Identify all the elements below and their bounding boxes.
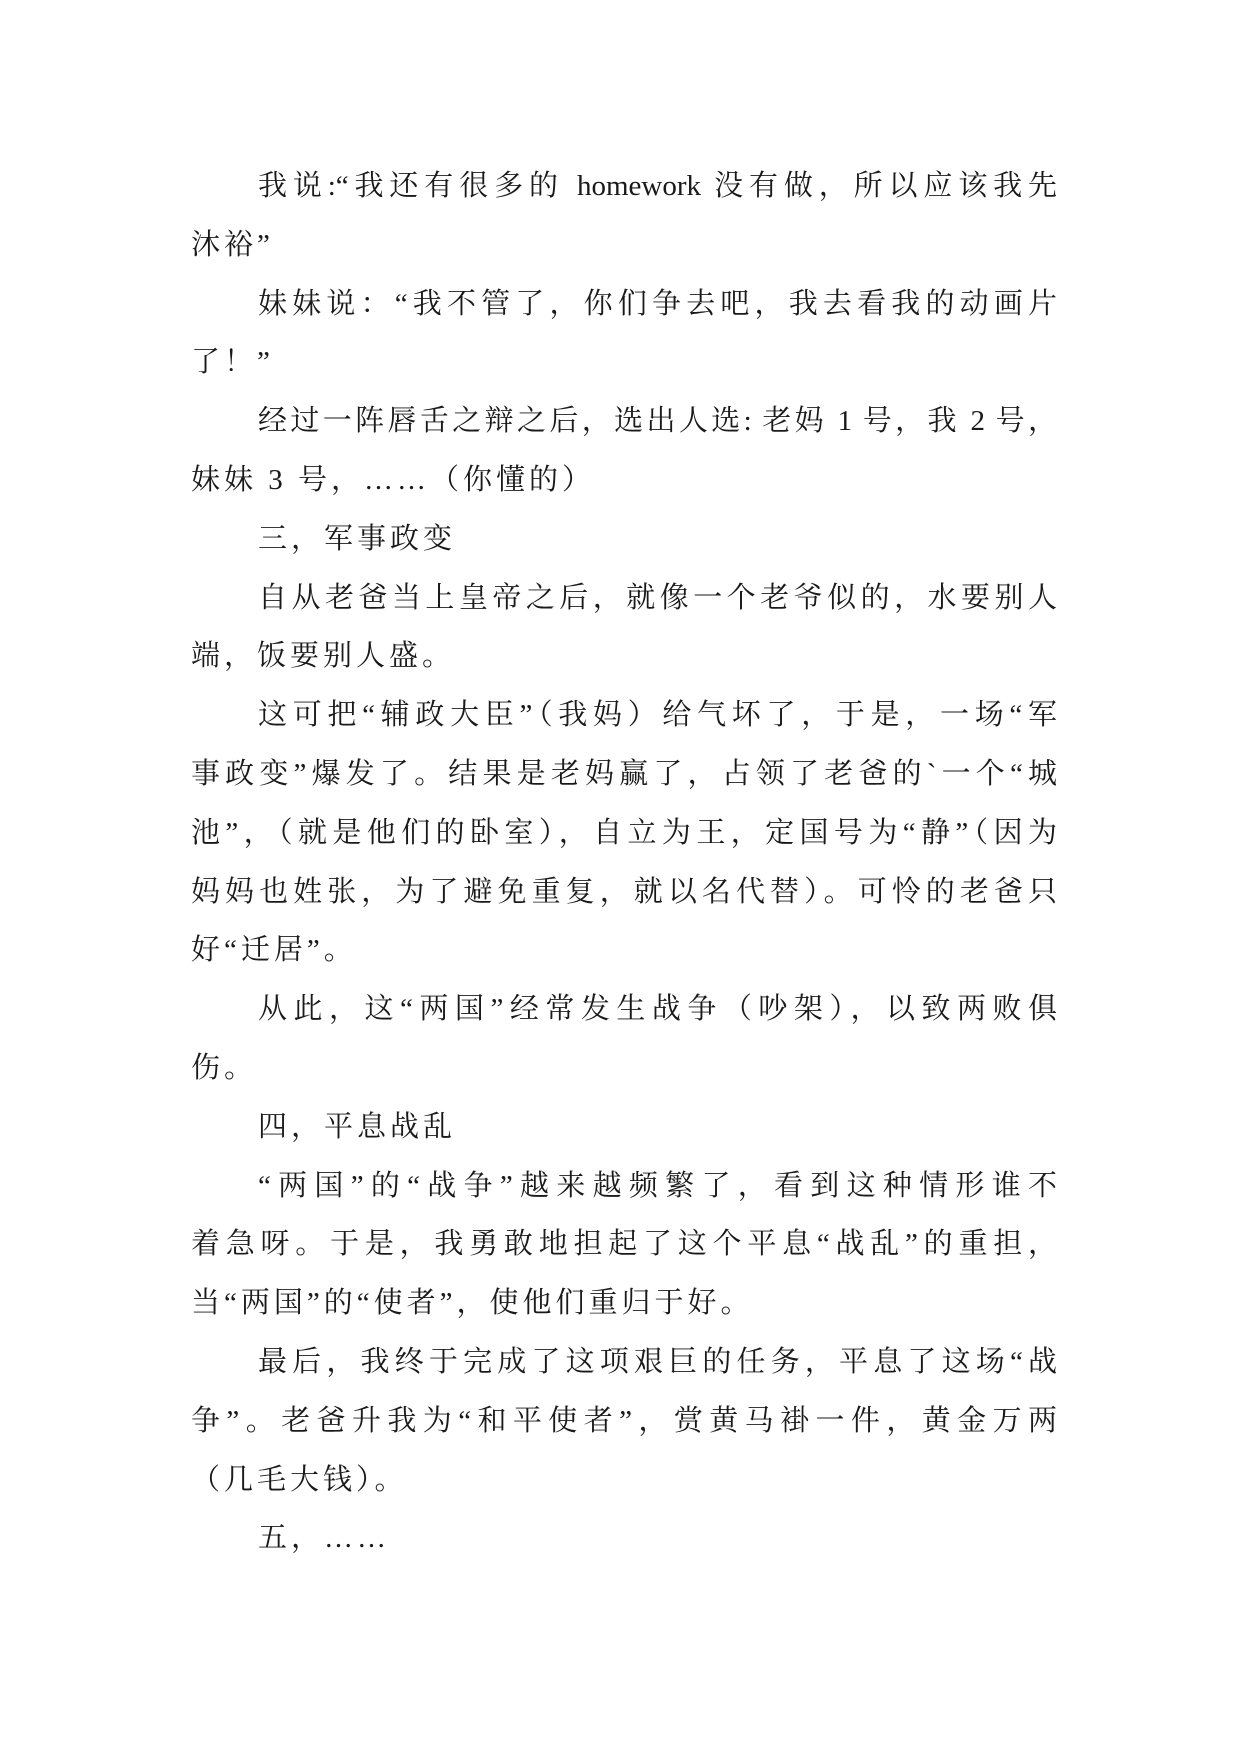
paragraph-line: 沐裕” <box>191 228 274 261</box>
paragraph <box>191 157 1057 275</box>
paragraph-line: 着急呀。于是，我勇敢地担起了这个平息“战乱”的重担， <box>191 1228 1057 1261</box>
paragraph-line: 事政变”爆发了。结果是老妈赢了，占领了老爸的`一个“城 <box>191 757 1057 790</box>
paragraph-line: 端，饭要别人盛。 <box>191 640 456 673</box>
section-heading-text: 五，…… <box>258 1522 391 1555</box>
paragraph-line: 池”，（就是他们的卧室），自立为王，定国号为“静”（因为 <box>191 816 1057 849</box>
paragraph <box>191 686 1057 980</box>
paragraph-line: 了！” <box>191 346 274 379</box>
section-heading <box>191 510 1057 569</box>
paragraph <box>191 1333 1057 1509</box>
paragraph-line: 从此，这“两国”经常发生战争（吵架），以致两败俱 <box>258 993 1057 1026</box>
section-heading <box>191 1509 1057 1568</box>
document-body <box>191 157 1057 1568</box>
section-heading-text: 四，平息战乱 <box>258 1110 457 1143</box>
paragraph <box>191 275 1057 393</box>
paragraph-line: “两国”的“战争”越来越频繁了，看到这种情形谁不 <box>258 1169 1057 1202</box>
paragraph-line: 当“两国”的“使者”，使他们重归于好。 <box>191 1287 754 1320</box>
paragraph <box>191 980 1057 1098</box>
paragraph-line: 妹妹说：“我不管了，你们争去吧，我去看我的动画片 <box>258 287 1057 320</box>
paragraph-line: 好“迁居”。 <box>191 934 357 967</box>
section-heading-text: 三，军事政变 <box>258 522 457 555</box>
paragraph-line: 经过一阵唇舌之辩之后，选出人选: 老妈 1 号，我 2 号， <box>258 405 1057 438</box>
paragraph-line: 最后，我终于完成了这项艰巨的任务，平息了这场“战 <box>258 1345 1057 1378</box>
paragraph-line: （几毛大钱）。 <box>191 1463 408 1496</box>
paragraph-line: 这可把“辅政大臣”（我妈）给气坏了，于是，一场“军 <box>258 699 1057 732</box>
paragraph <box>191 569 1057 687</box>
paragraph-line: 伤。 <box>191 1051 258 1084</box>
paragraph <box>191 392 1057 510</box>
paragraph <box>191 1157 1057 1333</box>
section-heading <box>191 1098 1057 1157</box>
paragraph-line: 争”。老爸升我为“和平使者”，赏黄马褂一件，黄金万两 <box>191 1404 1057 1437</box>
paragraph-line: 我说:“我还有很多的 homework 没有做，所以应该我先 <box>258 170 1057 202</box>
paragraph-line: 妹妹 3 号，……（你懂的） <box>191 463 596 496</box>
paragraph-line: 自从老爸当上皇帝之后，就像一个老爷似的，水要别人 <box>258 581 1057 614</box>
paragraph-line: 妈妈也姓张，为了避免重复，就以名代替）。可怜的老爸只 <box>191 875 1057 908</box>
